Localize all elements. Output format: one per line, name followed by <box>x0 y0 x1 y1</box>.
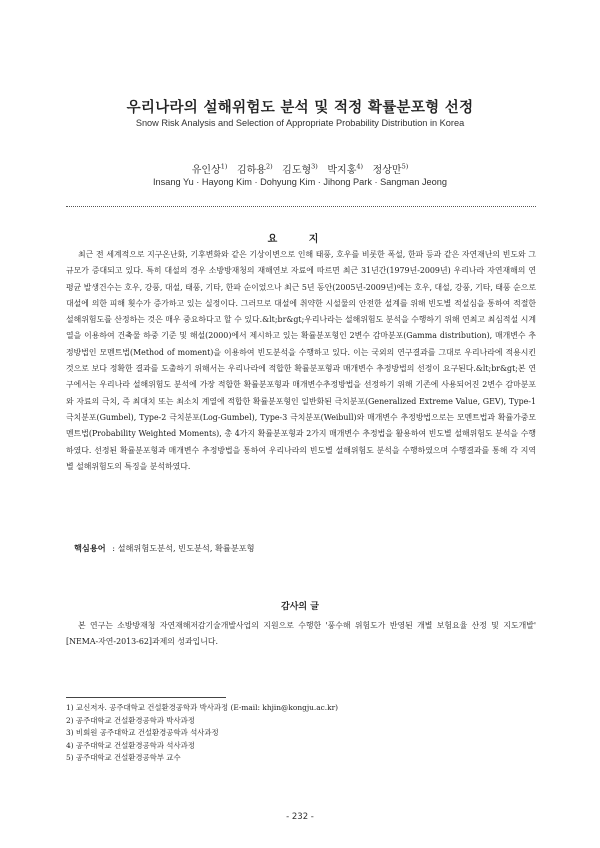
footnote-item: 3) 비회원 공주대학교 건설환경공학과 석사과정 <box>66 728 219 738</box>
keywords-label: 핵심용어 <box>74 543 106 553</box>
author-1: 유인상$^{1)}$ <box>191 162 228 176</box>
authors-english: Insang Yu · Hayong Kim · Dohyung Kim · Jihong Park · Sangman Jeong <box>153 177 447 187</box>
acknowledgement-heading: 감사의 글 <box>281 602 319 612</box>
author-5: 정상만$^{5)}$ <box>372 162 409 176</box>
abstract-body: 최근 전 세계적으로 지구온난화, 기후변화와 같은 기상이변으로 인해 태풍, 호우를 비롯한 폭설, 한파 등과 같은 자연재난의 빈도와 그 규모가 증대되고 있다. 특히 대설의 경우 소방방재청의 재해연보 자료에 따르면 최근 31년간(1979년-2009년) 우리나라 자연재해의 연평균 발생건수는 호우, 강풍, 대설, 태풍, 기타, 한파 순이었으나 최근 5년 동안(2005년-2009년)에는 호우, 대설, 강풍, 기타, 태풍 순으로 대설에 의한 피해 횟수가 증가하고 있는 실정이다. 그러므로 대설에 취약한 시설물의 안전한 설계를 위해 빈도별 적설심을 통하여 적절한 설해위험도를 산정하는 것은 매우 중요하다고 할 수 있다.&lt;br&gt;우리나라는 설해위험도 분석을 수행하기 위해 연최고 최심적설 시계열을 이용하여 건축물 하중 기준 및 해설(2000)에서 제시하고 있는 확률분포형인 2변수 감마분포(Gamma distribution), 매개변수 추정방법인 모멘트법(Method of moment)을 이용하여 빈도분석을 수행하고 있다. 이는 국외의 연구결과를 그대로 우리나라에 적용시킨 것으로 보다 정확한 결과를 도출하기 위해서는 우리나라에 적합한 확률분포형과 매개변수 추정방법의 선정이 요구된다.&lt;br&gt;본 연구에서는 우리나라 설해위험도 분석에 가장 적합한 확률분포형과 매개변수추정방법을 선정하기 위해 기존에 사용되어진 2변수 감마분포와 자료의 극치, 즉 최대치 또는 최소치 계열에 적합한 확률분포형인 일반화된 극치분포(Generalized Extreme Value, GEV), Type-1 극치분포(Gumbel), Type-2 극치분포(Log-Gumbel), Type-3 극치분포(Weibull)와 매개변수 추정방법으로는 모멘트법과 확률가중모멘트법(Probability Weighted Moments), 총 4가지 확률분포형과 2가지 매개변수 추정법을 활용하여 빈도별 설해위험도 분석을 수행하였다. 선정된 확률분포형과 매개변수 추정방법을 통하여 우리나라의 빈도별 설해위험도 분석을 수행하였으며 수행결과를 통해 각 지역별 설해위험도의 특징을 분석하였다. <box>66 250 536 471</box>
author-4: 박지홍$^{4)}$ <box>327 162 364 176</box>
author-2: 김하용$^{2)}$ <box>236 162 273 176</box>
footnotes <box>66 702 536 765</box>
title-korean: 우리나라의 설해위험도 분석 및 적정 확률분포형 선정 <box>126 99 474 116</box>
authors-korean <box>0 161 600 176</box>
footnote-item: 1) 교신저자. 공주대학교 건설환경공학과 박사과정 (E-mail: khjin@kongju.ac.kr) <box>66 703 339 712</box>
keywords-text: : 설해위험도분석, 빈도분석, 확률분포형 <box>112 543 255 553</box>
page-number: - 232 - <box>286 812 314 822</box>
footnote-item: 5) 공주대학교 건설환경공학부 교수 <box>66 753 181 763</box>
footnote-item: 2) 공주대학교 건설환경공학과 박사과정 <box>66 715 195 725</box>
abstract-heading: 요 지 <box>267 234 333 245</box>
footnote-item: 4) 공주대학교 건설환경공학과 석사과정 <box>66 740 195 750</box>
keywords <box>74 543 534 554</box>
footnote-divider <box>66 697 226 698</box>
acknowledgement-body: 본 연구는 소방방재청 자연재해저감기술개발사업의 지원으로 수행한 '풍수해 위험도가 반영된 개별 보험요율 산정 및 지도개발' [NEMA-자연-2013-62]과제의 성과입니다. <box>66 621 536 647</box>
title-english: Snow Risk Analysis and Selection of Appropriate Probability Distribution in Korea <box>135 118 465 128</box>
header-divider <box>66 206 536 207</box>
author-3: 김도형$^{3)}$ <box>282 162 318 176</box>
